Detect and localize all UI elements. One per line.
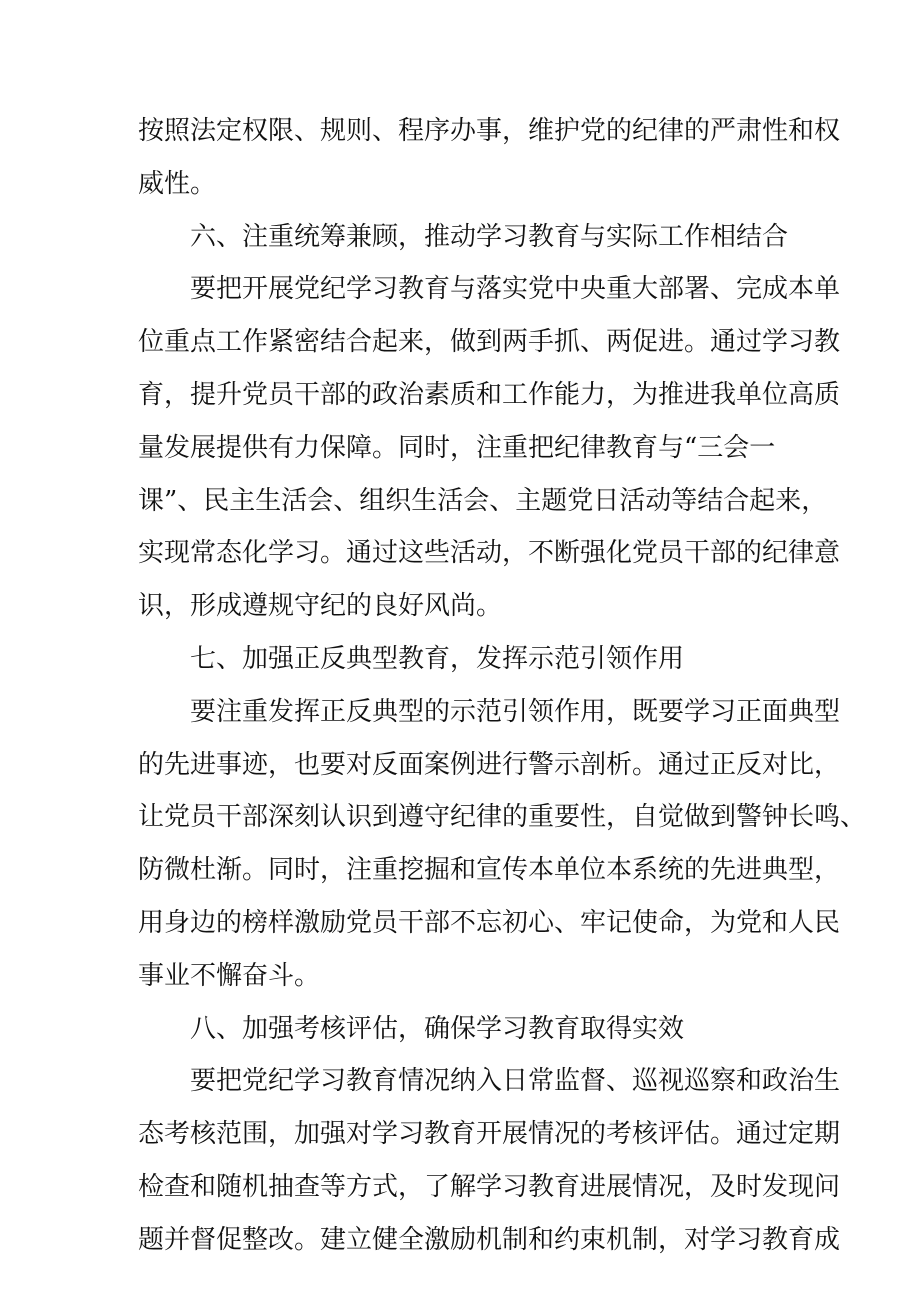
section-heading: 七、加强正反典型教育，发挥示范引领作用 bbox=[190, 643, 685, 674]
body-line: 威性。 bbox=[138, 168, 217, 199]
body-line: 育，提升党员干部的政治素质和工作能力，为推进我单位高质 bbox=[138, 379, 841, 410]
body-line: 用身边的榜样激励党员干部不忘初心、牢记使命，为党和人民 bbox=[138, 907, 841, 938]
body-line: 按照法定权限、规则、程序办事，维护党的纪律的严肃性和权 bbox=[138, 116, 841, 146]
body-line: 实现常态化学习。通过这些活动，不断强化党员干部的纪律意 bbox=[138, 538, 841, 569]
paragraph-first-line: 要把开展党纪学习教育与落实党中央重大部署、完成本单 bbox=[190, 274, 841, 305]
section-heading: 八、加强考核评估，确保学习教育取得实效 bbox=[190, 1013, 685, 1044]
section-heading: 六、注重统筹兼顾，推动学习教育与实际工作相结合 bbox=[190, 221, 789, 252]
body-line: 位重点工作紧密结合起来，做到两手抓、两促进。通过学习教 bbox=[138, 327, 841, 358]
body-line: 事业不懈奋斗。 bbox=[138, 960, 321, 991]
paragraph-first-line: 要把党纪学习教育情况纳入日常监督、巡视巡察和政治生 bbox=[190, 1066, 841, 1097]
body-line: 的先进事迹，也要对反面案例进行警示剖析。通过正反对比， bbox=[138, 749, 841, 780]
body-line: 防微杜渐。同时，注重挖掘和宣传本单位本系统的先进典型， bbox=[138, 855, 841, 886]
body-line: 让党员干部深刻认识到遵守纪律的重要性，自觉做到警钟长鸣、 bbox=[138, 802, 867, 833]
body-line: 识，形成遵规守纪的良好风尚。 bbox=[138, 591, 503, 622]
body-line: 态考核范围，加强对学习教育开展情况的考核评估。通过定期 bbox=[138, 1119, 841, 1150]
document-body bbox=[138, 105, 867, 1267]
body-line: 检查和随机抽查等方式，了解学习教育进展情况，及时发现问 bbox=[138, 1171, 841, 1202]
body-line: 题并督促整改。建立健全激励机制和约束机制，对学习教育成 bbox=[138, 1224, 841, 1255]
body-line: 量发展提供有力保障。同时，注重把纪律教育与“三会一 bbox=[138, 432, 776, 463]
paragraph-first-line: 要注重发挥正反典型的示范引领作用，既要学习正面典型 bbox=[190, 696, 841, 727]
body-line: 课”、民主生活会、组织生活会、主题党日活动等结合起来， bbox=[138, 485, 828, 516]
